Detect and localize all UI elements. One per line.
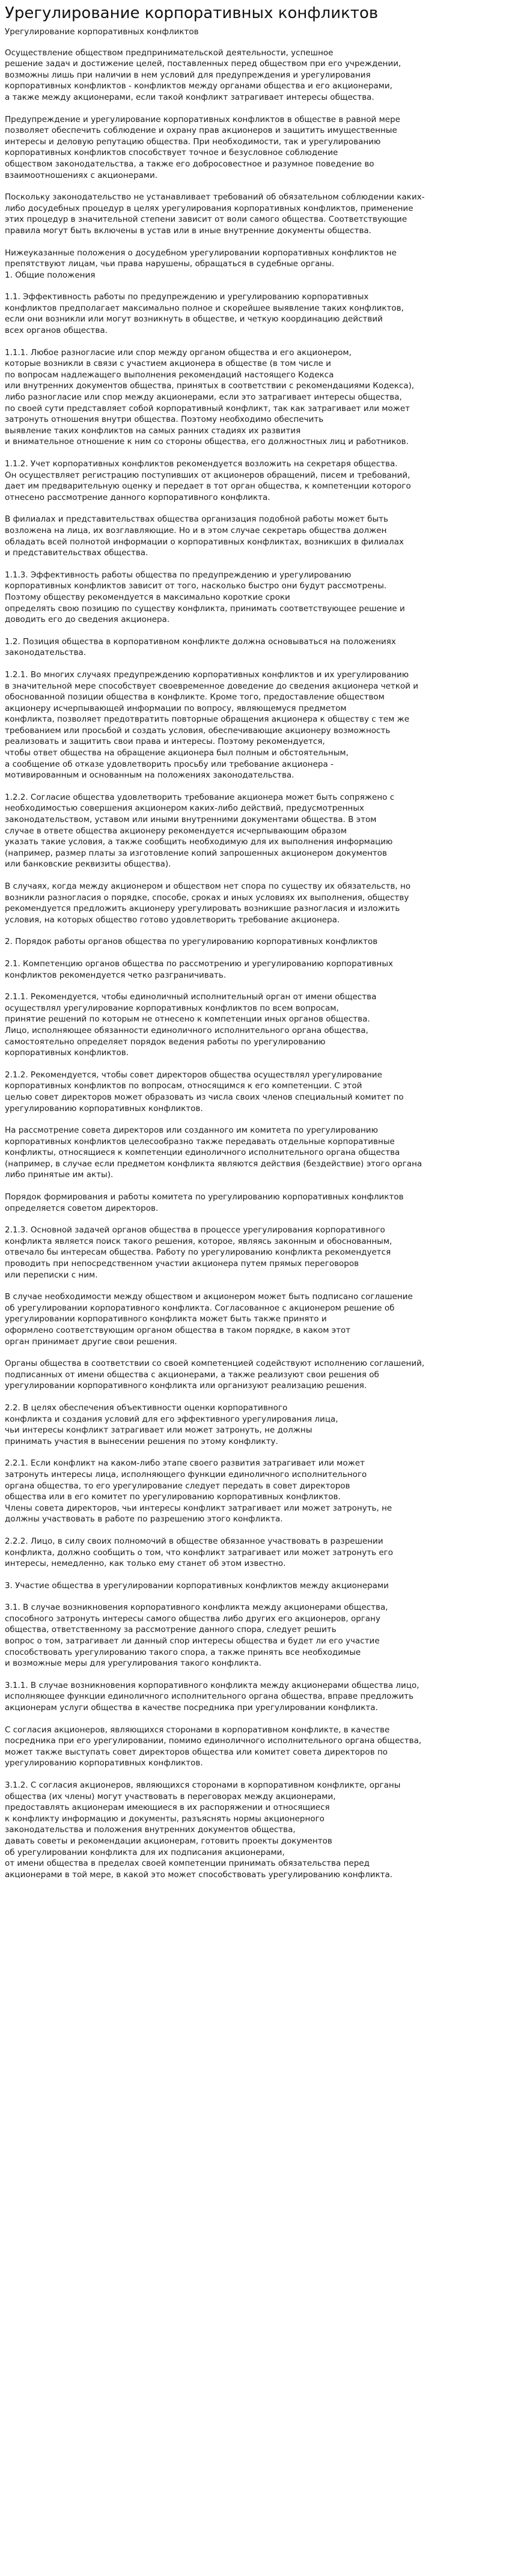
paragraph: 3. Участие общества в урегулировании корпоративных конфликтов между акционерами <box>5 1580 389 1591</box>
paragraph: На рассмотрение совета директоров или созданного им комитета по урегулированию корпоративных конфликтов целесообразно также передавать отдельные корпоративные конфликты, относящиеся к компетенции единоличного исполнительного органа общества (например, в случае если предметом конфликта являются действия (бездействие) этого органа либо принятые им акты). <box>5 1125 422 1180</box>
paragraph: 2.2.1. Если конфликт на каком-либо этапе своего развития затрагивает или может затронуть интересы лица, исполняющего функции единоличного исполнительного органа общества, то его урегулирование следует передать в совет директоров общества или в его комитет по урегулированию корпоративных конфликтов. Члены совета директоров, чьи интересы конфликт затрагивает или может затронуть, не должны участвовать в работе по разрешению этого конфликта. <box>5 1458 392 1524</box>
paragraph: 2.1.3. Основной задачей органов общества в процессе урегулирования корпоративного конфликта является поиск такого решения, которое, являясь законным и обоснованным, отвечало бы интересам общества. Работу по урегулированию конфликта рекомендуется проводить при непосредственном участии акционера путем прямых переговоров или переписки с ним. <box>5 1225 392 1280</box>
paragraph: Нижеуказанные положения о досудебном урегулировании корпоративных конфликтов не препятствуют лицам, чьи права нарушены, обращаться в судебные органы. 1. Общие положения <box>5 248 397 280</box>
paragraph: 2.1.1. Рекомендуется, чтобы единоличный исполнительный орган от имени общества осуществлял урегулирование корпоративных конфликтов по всем вопросам, принятие решений по которым не отнесено к компетенции иных органов общества. Лицо, исполняющее обязанности единоличного исполнительного органа общества, самостоятельно определяет порядок ведения работы по урегулированию корпоративных конфликтов. <box>5 992 377 1058</box>
paragraph: В случаях, когда между акционером и обществом нет спора по существу их обязательств, но возникли разногласия о порядке, способе, сроках и иных условиях их выполнения, обществу рекомендуется предложить акционеру урегулировать возникшие разногласия и изложить условия, на которых общество готово удовлетворить требование акционера. <box>5 882 411 925</box>
paragraph: В случае необходимости между обществом и акционером может быть подписано соглашение об урегулировании корпоративного конфликта. Согласованное с акционером решение об урегулировании корпоративного конфликта может быть также принято и оформлено соответствующим органом общества в таком порядке, в каком этот орган принимает другие свои решения. <box>5 1292 413 1347</box>
paragraph: 2.1. Компетенцию органов общества по рассмотрению и урегулированию корпоративных конфликтов рекомендуется четко разграничивать. <box>5 958 393 980</box>
paragraph: 1.2.1. Во многих случаях предупреждению корпоративных конфликтов и их урегулированию в значительной мере способствует своевременное доведение до сведения акционера четкой и обоснованной позиции общества в конфликте. Кроме того, предоставление обществом акционеру исчерпывающей информации по вопросу, являющемуся предметом конфликта, позволяет предотвратить повторные обращения акционера к обществу с тем же требованием или просьбой и создать условия, обеспечивающие акционеру возможность реализовать и защитить свои права и интересы. Поэтому рекомендуется, чтобы ответ общества на обращение акционера был полным и обстоятельным, а сообщение об отказе удовлетворить просьбу или требование акционера - мотивированным и основанным на положениях законодательства. <box>5 669 419 781</box>
paragraph: 1.1.2. Учет корпоративных конфликтов рекомендуется возложить на секретаря общества. Он осуществляет регистрацию поступивших от акционеров обращений, писем и требований, дает им предварительную оценку и передает в тот орган общества, к компетенции которого отнесено рассмотрение данного корпоративного конфликта. <box>5 459 411 502</box>
paragraph: 1.1.1. Любое разногласие или спор между органом общества и его акционером, которые возникли в связи с участием акционера в обществе (в том числе и по вопросам надлежащего выполнения рекомендаций настоящего Кодекса или внутренних документов общества, принятых в соответствии с рекомендациями Кодекса), либо разногласие или спор между акционерами, если это затрагивает интересы общества, по своей сути представляет собой корпоративный конфликт, так как затрагивает или может затронуть отношения внутри общества. Поэтому необходимо обеспечить выявление таких конфликтов на самых ранних стадиях их развития и внимательное отношение к ним со стороны общества, его должностных лиц и работников. <box>5 347 415 447</box>
paragraph: Порядок формирования и работы комитета по урегулированию корпоративных конфликтов определяется советом директоров. <box>5 1192 404 1213</box>
paragraph: 3.1.1. В случае возникновения корпоративного конфликта между акционерами общества лицо, исполняющее функции единоличного исполнительного органа общества, вправе предложить акционерам услуги общества в качестве посредника при урегулировании конфликта. <box>5 1680 419 1713</box>
paragraph: 1.1.3. Эффективность работы общества по предупреждению и урегулированию корпоративных конфликтов зависит от того, насколько быстро они будут рассмотрены. Поэтому обществу рекомендуется в максимально короткие сроки определять свою позицию по существу конфликта, принимать соответствующее решение и доводить его до сведения акционера. <box>5 570 405 625</box>
paragraph: 2.2. В целях обеспечения объективности оценки корпоративного конфликта и создания условий для его эффективного урегулирования лица, чьи интересы конфликт затрагивает или может затронуть, не должны принимать участия в вынесении решения по этому конфликту. <box>5 1402 338 1446</box>
paragraph: 1.1. Эффективность работы по предупреждению и урегулированию корпоративных конфликтов предполагает максимально полное и скорейшее выявление таких конфликтов, если они возникли или могут возникнуть в обществе, и четкую координацию действий всех органов общества. <box>5 292 404 336</box>
paragraph: 3.1.2. С согласия акционеров, являющихся сторонами в корпоративном конфликте, органы общества (их члены) могут участвовать в переговорах между акционерами, предоставлять акционерам имеющиеся в их распоряжении и относящиеся к конфликту информацию и документы, разъяснять нормы акционерного законодательства и положения внутренних документов общества, давать советы и рекомендации акционерам, готовить проекты документов об урегулировании конфликта для их подписания акционерами, от имени общества в пределах своей компетенции принимать обязательства перед акционерами в той мере, в какой это может способствовать урегулированию конфликта. <box>5 1780 401 1880</box>
paragraph: 1.2. Позиция общества в корпоративном конфликте должна основываться на положениях законодательства. <box>5 636 396 658</box>
paragraph: Поскольку законодательство не устанавливает требований об обязательном соблюдении каких- либо досудебных процедур в целях урегулирования корпоративных конфликтов, применение этих процедур в значительной степени зависит от воли самого общества. Соответствующие правила могут быть включены в устав или в иные внутренние документы общества. <box>5 192 425 236</box>
paragraph: В филиалах и представительствах общества организация подобной работы может быть возложена на лица, их возглавляющие. Но и в этом случае секретарь общества должен обладать всей полнотой информации о корпоративных конфликтах, возникших в филиалах и представительствах общества. <box>5 514 404 558</box>
paragraph: Органы общества в соответствии со своей компетенцией содействуют исполнению соглашений, подписанных от имени общества с акционерами, а также реализуют свои решения об урегулировании корпоративного конфликта или организуют реализацию решения. <box>5 1359 425 1391</box>
paragraph: 2. Порядок работы органов общества по урегулированию корпоративных конфликтов <box>5 937 378 947</box>
page-title: Урегулирование корпоративных конфликтов <box>5 4 379 22</box>
paragraph: Предупреждение и урегулирование корпоративных конфликтов в обществе в равной мере позволяет обеспечить соблюдение и охрану прав акционеров и защитить имущественные интересы и деловую репутацию общества. При необходимости, так и урегулированию корпоративных конфликтов способствует точное и безусловное соблюдение обществом законодательства, а также его добросовестное и разумное поведение во взаимоотношениях с акционерами. <box>5 114 400 180</box>
paragraph: 1.2.2. Согласие общества удовлетворить требование акционера может быть сопряжено с необходимостью совершения акционером каких-либо действий, предусмотренных законодательством, уставом или иными внутренними документами общества. В этом случае в ответе общества акционеру рекомендуется исчерпывающим образом указать такие условия, а также сообщить необходимую для их выполнения информацию (например, размер платы за изготовление копий запрошенных акционером документов или банковские реквизиты общества). <box>5 792 395 869</box>
paragraph: Осуществление обществом предпринимательской деятельности, успешное решение задач и достижение целей, поставленных перед обществом при его учреждении, возможны лишь при наличии в нем условий для предупреждения и урегулирования корпоративных конфликтов - конфликтов между органами общества и его акционерами, а также между акционерами, если такой конфликт затрагивает интересы общества. <box>5 47 401 102</box>
paragraph: 3.1. В случае возникновения корпоративного конфликта между акционерами общества, способного затронуть интересы самого общества либо других его акционеров, органу общества, ответственному за рассмотрение данного спора, следует решить вопрос о том, затрагивает ли данный спор интересы общества и будет ли его участие способствовать урегулированию такого спора, а также принять все необходимые и возможные меры для урегулирования такого конфликта. <box>5 1603 388 1669</box>
paragraph: 2.2.2. Лицо, в силу своих полномочий в обществе обязанное участвовать в разрешении конфликта, должно сообщить о том, что конфликт затрагивает или может затронуть его интересы, немедленно, как только ему станет об этом известно. <box>5 1536 393 1569</box>
page-subtitle: Урегулирование корпоративных конфликтов <box>5 27 199 37</box>
document-body <box>5 47 503 1881</box>
paragraph: С согласия акционеров, являющихся сторонами в корпоративном конфликте, в качестве посредника при его урегулировании, помимо единоличного исполнительного органа общества, может также выступать совет директоров общества или комитет совета директоров по урегулированию корпоративных конфликтов. <box>5 1725 422 1768</box>
paragraph: 2.1.2. Рекомендуется, чтобы совет директоров общества осуществлял урегулирование корпоративных конфликтов по вопросам, относящимся к его компетенции. С этой целью совет директоров может образовать из числа своих членов специальный комитет по урегулированию корпоративных конфликтов. <box>5 1070 404 1113</box>
